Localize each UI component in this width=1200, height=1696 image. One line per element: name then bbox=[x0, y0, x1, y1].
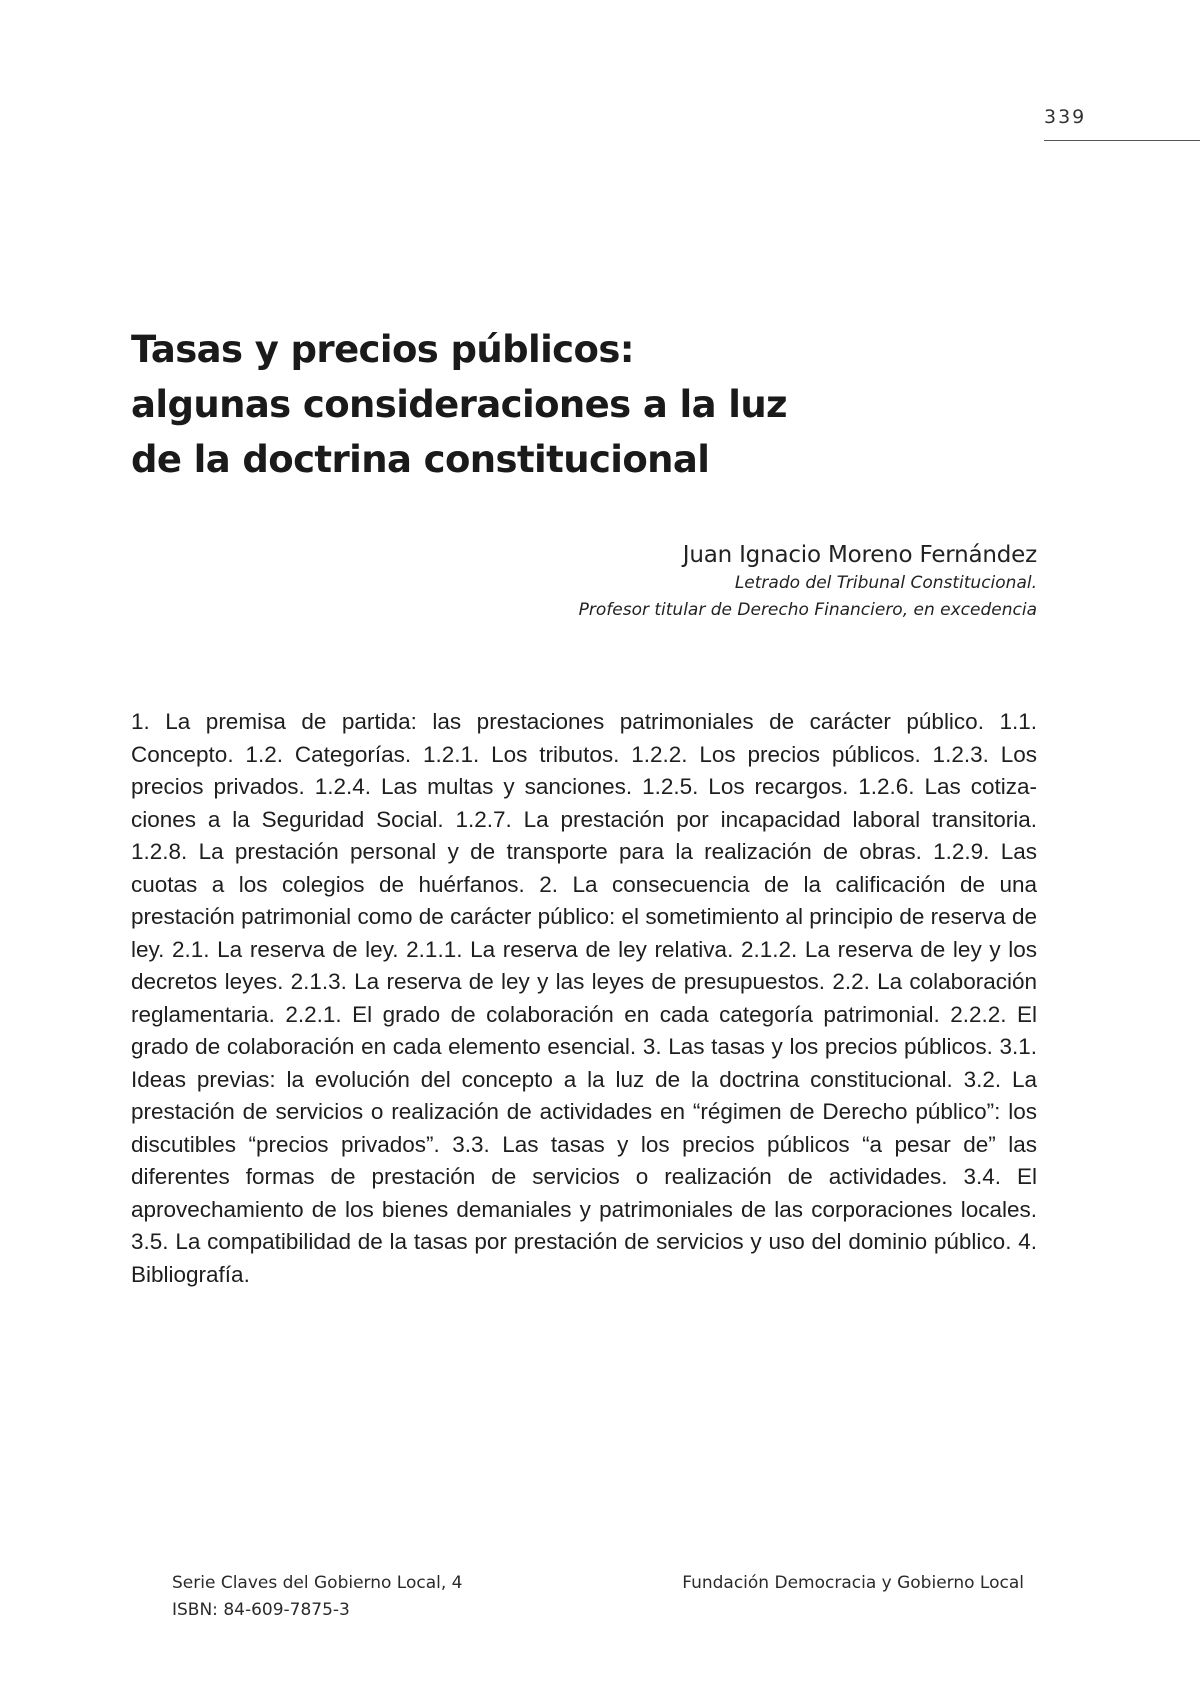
article-title bbox=[131, 322, 891, 487]
footer-publisher bbox=[682, 1570, 1024, 1597]
header-rule bbox=[1044, 140, 1200, 141]
page-number: 339 bbox=[1044, 106, 1087, 128]
title-line: Tasas y precios públicos: bbox=[131, 328, 634, 371]
article-summary: 1. La premisa de partida: las prestaciones patrimoniales de carácter público. 1.1. Concepto. 1.2. Categorías. 1.2.1. Los tributos. 1.2.2. Los precios públicos. 1.2.3. Los precios privados. 1.2.4. Las multas y sanciones. 1.2.5. Los recargos. 1.2.6. Las cotizaciones a la Seguridad Social. 1.2.7. La prestación por incapacidad laboral transitoria. 1.2.8. La prestación personal y de transporte para la realización de obras. 1.2.9. Las cuotas a los colegios de huérfanos. 2. La consecuencia de la calificación de una prestación patrimonial como de carácter público: el sometimiento al principio de reserva de ley. 2.1. La reserva de ley. 2.1.1. La reserva de ley relativa. 2.1.2. La reserva de ley y los decretos leyes. 2.1.3. La reserva de ley y las leyes de presupuestos. 2.2. La colaboración reglamentaria. 2.2.1. El grado de colaboración en cada categoría patrimonial. 2.2.2. El grado de colaboración en cada elemento esencial. 3. Las tasas y los precios públicos. 3.1. Ideas previas: la evolución del concepto a la luz de la doctrina constitucional. 3.2. La prestación de servicios o realización de actividades en “régimen de Derecho público”: los discutibles “precios privados”. 3.3. Las tasas y los precios públicos “a pesar de” las diferentes formas de prestación de servicios o realización de actividades. 3.4. El aprovechamiento de los bienes demaniales y patrimoniales de las corporaciones locales. 3.5. La compatibilidad de la tasas por prestación de servicios y uso del dominio público. 4. Bibliografía. bbox=[131, 709, 1037, 1287]
series-name: Serie Claves del Gobierno Local, 4 bbox=[172, 1573, 463, 1593]
footer-series-info bbox=[172, 1570, 463, 1624]
author-affiliation: Profesor titular de Derecho Financiero, en excedencia bbox=[578, 600, 1037, 620]
author-block bbox=[579, 540, 1037, 624]
author-name: Juan Ignacio Moreno Fernández bbox=[682, 542, 1037, 568]
title-line: algunas consideraciones a la luz bbox=[131, 383, 787, 426]
author-affiliation: Letrado del Tribunal Constitucional. bbox=[734, 573, 1037, 593]
publisher-name: Fundación Democracia y Gobierno Local bbox=[682, 1573, 1024, 1593]
title-line: de la doctrina constitucional bbox=[131, 438, 710, 481]
isbn: ISBN: 84-609-7875-3 bbox=[172, 1600, 350, 1620]
